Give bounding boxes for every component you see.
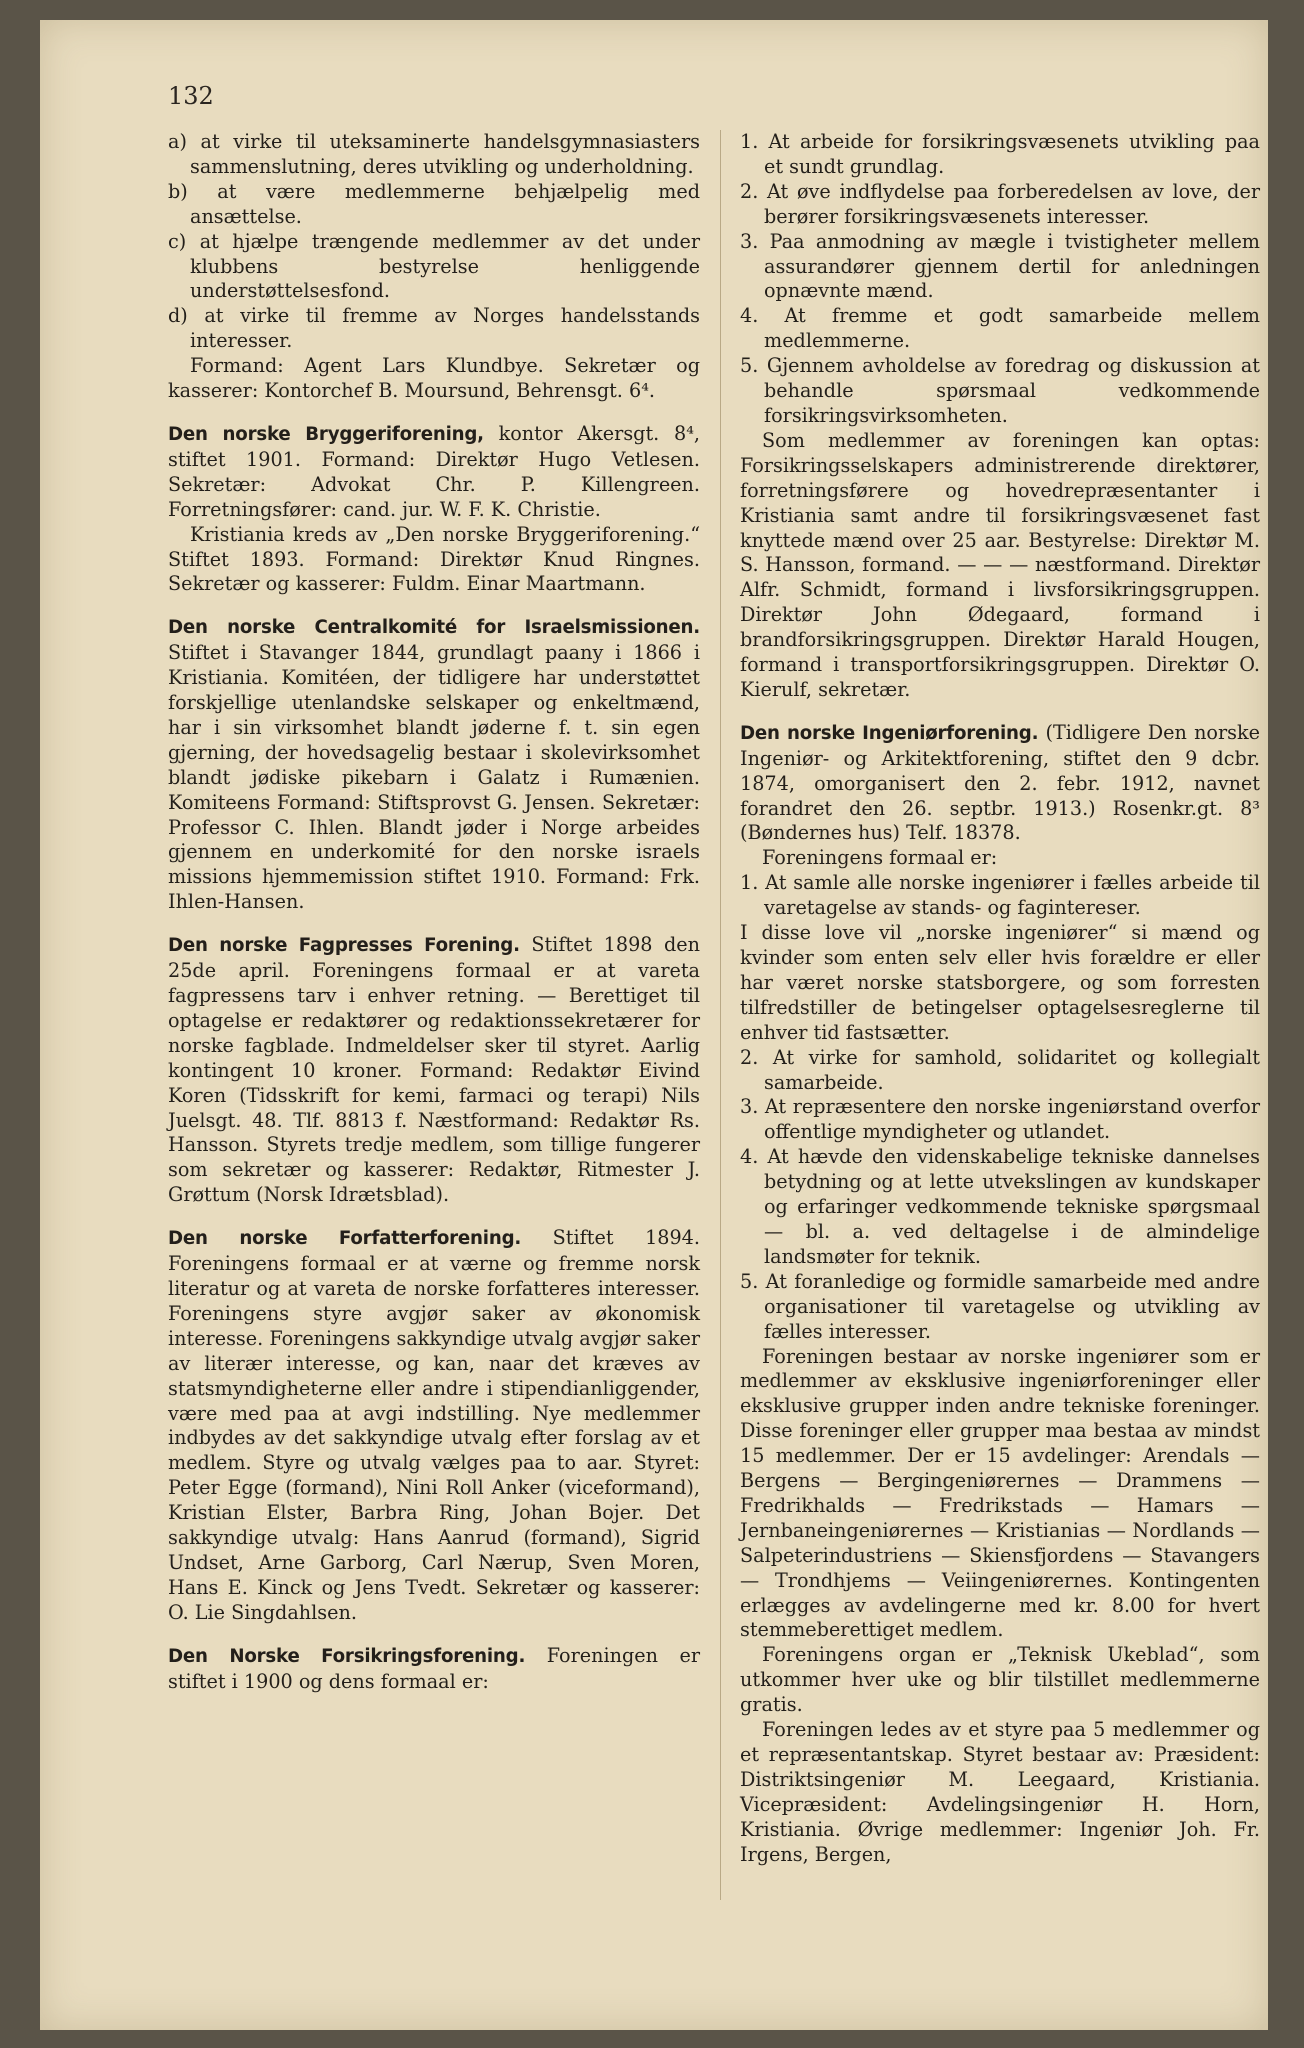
- entry-forfatterforening: [168, 1226, 700, 1626]
- ingenior-love: I disse love vil „norske ingeniører“ si mænd og kvinder som enten selv eller hvis forældre er eller har været norske statsborgere, og som forresten tilfredstiller de betingelser optagelsesreglerne til enhver tid fastsætter.: [740, 921, 1260, 1044]
- entry-heading: Den norske Ingeniørforening.: [740, 722, 1039, 744]
- ingenior-formaal: Foreningens formaal er:: [762, 846, 998, 870]
- column-divider: [720, 130, 721, 1900]
- entry-text: Stiftet 1894. Foreningens formaal er at værne og fremme norsk literatur og at vareta de norske forfatteres interesser. Foreningens styre avgjør saker av økonomisk interesse. Foreningens sakkyndige utvalg avgjør saker av literær interesse, og kan, naar det kræves av statsmyndigheterne eller andre i stipendianliggender, være med paa at avgi indstilling. Nye medlemmer indbydes av det sakkyndige utvalg efter forslag av et medlem. Styre og utvalg vælges paa to aar. Styret: Peter Egge (formand), Nini Roll Anker (viceformand), Kristian Elster, Barbra Ring, Johan Bojer. Det sakkyndige utvalg: Hans Aanrud (formand), Sigrid Undset, Arne Garborg, Carl Nærup, Sven Moren, Hans E. Kinck og Jens Tvedt. Sekretær og kasserer: O. Lie Singdahlsen.: [168, 1226, 701, 1624]
- club-item-c: c) at hjælpe trængende medlemmer av det under klubbens bestyrelse henliggende understøttelsesfond.: [168, 229, 700, 303]
- entry-heading: Den norske Fagpresses Forening.: [168, 935, 520, 957]
- entry-text: Stiftet 1898 den 25de april. Foreningens formaal er at vareta fagpressens tarv i enhver retning. — Berettiget til optagelse er redaktører og redaktionssekretærer for norske fagblade. Indmeldelser sker til styret. Aarlig kontingent 10 kroner. Formand: Redaktør Eivind Koren (Tidsskrift for kemi, farmaci og terapi) Nils Juelsgt. 48. Tlf. 8813 f. Næstformand: Redaktør Rs. Hansson. Styrets tredje medlem, som tillige fungerer som sekretær og kasserer: Redaktør, Ritmester J. Grøttum (Norsk Idrætsblad).: [168, 933, 700, 1207]
- entry-heading: Den norske Forfatterforening.: [168, 1228, 522, 1250]
- ingenior-item-4: 4. At hævde den videnskabelige tekniske dannelses betydning og at lette utvekslingen av kundskaper og erfaringer vedkommende tekniske spørgsmaal — bl. a. ved deltagelse i de almindelige landsmøter for teknik.: [740, 1145, 1260, 1268]
- entry-fagpresse: [168, 933, 700, 1208]
- forsikring-item-4: 4. At fremme et godt samarbeide mellem medlemmerne.: [740, 304, 1260, 353]
- ingenior-item-3: 3. At repræsentere den norske ingeniørstand overfor offentlige myndigheter og utlandet.: [740, 1095, 1260, 1144]
- forsikring-item-3: 3. Paa anmodning av mægle i tvistigheter mellem assurandører gjennem dertil for anledningen opnævnte mænd.: [740, 229, 1260, 303]
- page-number: 132: [168, 82, 214, 110]
- club-item-d: d) at virke til fremme av Norges handelsstands interesser.: [168, 304, 700, 353]
- right-column: [740, 130, 1260, 1868]
- club-item-a: a) at virke til uteksaminerte handelsgymnasiasters sammenslutning, deres utvikling og underholdning.: [168, 130, 700, 178]
- forsikring-item-1: 1. At arbeide for forsikringsvæsenets utvikling paa et sundt grundlag.: [740, 130, 1260, 178]
- entry-heading: Den norske Centralkomité for Israelsmissionen.: [168, 617, 700, 639]
- entry-text: Stiftet i Stavanger 1844, grundlagt paany i 1866 i Kristiania. Komitéen, der tidligere har understøttet forskjellige utenlandske selskaper og enkeltmænd, har i sin virksomhet blandt jøderne f. t. sin egen gjerning, der hovedsagelig bestaar i skolevirksomhet blandt jødiske pikebarn i Galatz i Rumænien. Komiteens Formand: Stiftsprovst G. Jensen. Sekretær: Professor C. Ihlen. Blandt jøder i Norge arbeides gjennem en underkomité for den norske israels missions hjemmemission stiftet 1910. Formand: Frk. Ihlen-Hansen.: [168, 641, 700, 914]
- ingenior-item-1: 1. At samle alle norske ingeniører i fælles arbeide til varetagelse av stands- og fagintereser.: [740, 871, 1260, 920]
- entry-heading: Den Norske Forsikringsforening.: [168, 1645, 526, 1667]
- entry-centralkomite: [168, 615, 700, 915]
- club-officers: Formand: Agent Lars Klundbye. Sekretær og kasserer: Kontorchef B. Moursund, Behrensgt. 6⁴.: [168, 354, 700, 403]
- forsikring-item-5: 5. Gjennem avholdelse av foredrag og diskussion at behandle spørsmaal vedkommende forsikringsvirksomheten.: [740, 354, 1260, 427]
- left-column: [168, 130, 700, 1694]
- entry-text: (Tidligere Den norske Ingeniør- og Arkitektforening, stiftet den 9 dcbr. 1874, omorganisert den 2. febr. 1912, navnet forandret den 26. septbr. 1913.) Rosenkr.gt. 8³ (Bøndernes hus) Telf. 18378.: [740, 720, 1260, 845]
- ingenior-item-5: 5. At foranledige og formidle samarbeide med andre organisationer til varetagelse og utvikling av fælles interesser.: [740, 1269, 1260, 1343]
- entry-text: kontor Akersgt. 8⁴, stiftet 1901. Formand: Direktør Hugo Vetlesen. Sekretær: Advokat Chr. P. Killengreen. Forretningsfører: cand. jur. W. F. K. Christie.: [168, 421, 700, 521]
- forsikring-members: Som medlemmer av foreningen kan optas: Forsikringsselskapers administrerende direktører, forretningsførere og hovedrepræsentanter i Kristiania samt andre til forsikringsvæsenet fast knyttede mænd over 25 aar. Bestyrelse: Direktør M. S. Hansson, formand. — — — næstformand. Direktør Alfr. Schmidt, formand i livsforsikringsgruppen. Direktør John Ødegaard, formand i brandforsikringsgruppen. Direktør Harald Hougen, formand i transportforsikringsgruppen. Direktør O. Kierulf, sekretær.: [740, 428, 1260, 701]
- ingenior-bestaar: Foreningen bestaar av norske ingeniører som er medlemmer av eksklusive ingeniørforeninger eller eksklusive grupper inden andre tekniske foreninger. Disse foreninger eller grupper maa bestaa av mindst 15 medlemmer. Der er 15 avdelinger: Arendals — Bergens — Bergingeniørernes — Drammens — Fredrikhalds — Fredrikstads — Hamars — Jernbaneingeniørernes — Kristianias — Nordlands — Salpeterindustriens — Skiensfjordens — Stavangers — Trondhjems — Veiingeniørernes. Kontingenten erlægges av avdelingerne med kr. 8.00 for hvert stemmeberettiget medlem.: [740, 1344, 1260, 1642]
- ingenior-styre: Foreningen ledes av et styre paa 5 medlemmer og et repræsentantskap. Styret bestaar av: Præsident: Distriktsingeniør M. Leegaard, Kristiania. Vicepræsident: Avdelingsingeniør H. Horn, Kristiania. Øvrige medlemmer: Ingeniør Joh. Fr. Irgens, Bergen,: [740, 1718, 1260, 1866]
- club-item-b: b) at være medlemmerne behjælpelig med ansættelse.: [168, 179, 700, 228]
- bryggeri-kreds: Kristiania kreds av „Den norske Bryggeriforening.“ Stiftet 1893. Formand: Direktør Knud Ringnes. Sekretær og kasserer: Fuldm. Einar Maartmann.: [168, 522, 700, 596]
- ingenior-organ: Foreningens organ er „Teknisk Ukeblad“, som utkommer hver uke og blir tilstillet medlemmerne gratis.: [740, 1643, 1260, 1717]
- entry-heading: Den norske Bryggeriforening,: [168, 423, 484, 445]
- forsikring-item-2: 2. At øve indflydelse paa forberedelsen av love, der berører forsikringsvæsenets interesser.: [740, 179, 1260, 228]
- book-page: [40, 20, 1268, 2030]
- entry-ingeniorforening: [740, 721, 1260, 847]
- entry-text: Foreningen er stiftet i 1900 og dens formaal er:: [168, 1643, 700, 1693]
- ingenior-item-2: 2. At virke for samhold, solidaritet og kollegialt samarbeide.: [740, 1045, 1260, 1094]
- entry-bryggeriforening: [168, 422, 700, 523]
- entry-forsikringsforening: [168, 1644, 700, 1695]
